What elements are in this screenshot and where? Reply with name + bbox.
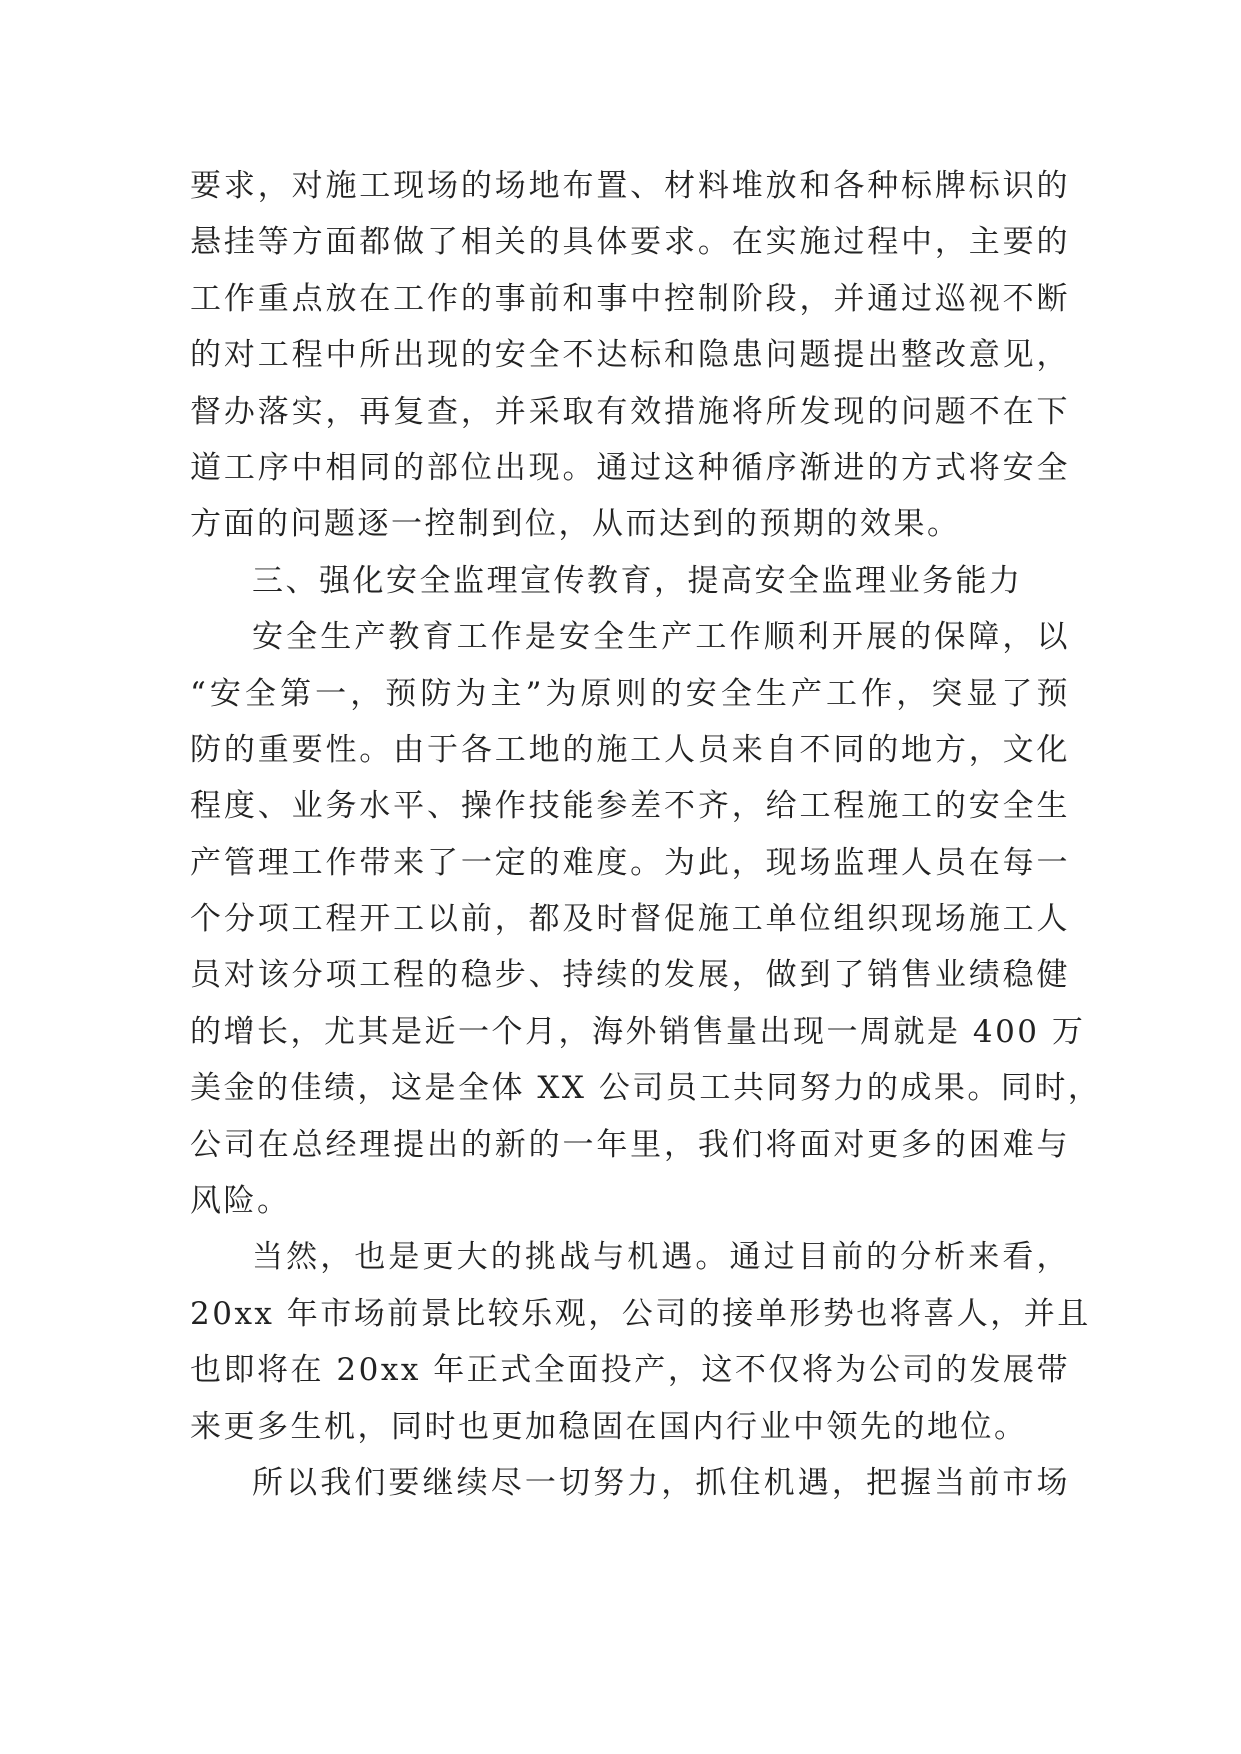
text-line: 的增长，尤其是近一个月，海外销售量出现一周就是 400 万	[190, 1013, 1086, 1050]
section-heading: 三、强化安全监理宣传教育，提高安全监理业务能力	[252, 562, 1023, 599]
text-line: “安全第一，预防为主”为原则的安全生产工作，突显了预	[190, 675, 1070, 712]
text-line: 防的重要性。由于各工地的施工人员来自不同的地方，文化	[190, 731, 1070, 768]
text-line: 的对工程中所出现的安全不达标和隐患问题提出整改意见，	[190, 337, 1070, 374]
text-line: 道工序中相同的部位出现。通过这种循序渐进的方式将安全	[190, 449, 1070, 486]
text-line: 产管理工作带来了一定的难度。为此，现场监理人员在每一	[190, 844, 1070, 881]
text-line: 个分项工程开工以前，都及时督促施工单位组织现场施工人	[190, 901, 1070, 938]
text-line: 督办落实，再复查，并采取有效措施将所发现的问题不在下	[190, 393, 1070, 430]
text-line: 20xx 年市场前景比较乐观，公司的接单形势也将喜人，并且	[190, 1295, 1091, 1332]
text-line: 方面的问题逐一控制到位，从而达到的预期的效果。	[190, 506, 961, 543]
document-body	[190, 158, 1102, 1511]
text-line: 也即将在 20xx 年正式全面投产，这不仅将为公司的发展带	[190, 1352, 1070, 1389]
text-line: 美金的佳绩，这是全体 XX 公司员工共同努力的成果。同时，	[190, 1070, 1102, 1107]
text-line: 安全生产教育工作是安全生产工作顺利开展的保障，以	[252, 619, 1070, 656]
text-line: 公司在总经理提出的新的一年里，我们将面对更多的困难与	[190, 1126, 1070, 1163]
text-line: 要求，对施工现场的场地布置、材料堆放和各种标牌标识的	[190, 168, 1070, 204]
text-line: 当然，也是更大的挑战与机遇。通过目前的分析来看，	[252, 1239, 1070, 1276]
text-line: 员对该分项工程的稳步、持续的发展，做到了销售业绩稳健	[190, 957, 1070, 994]
text-line: 悬挂等方面都做了相关的具体要求。在实施过程中，主要的	[190, 224, 1070, 261]
text-line: 工作重点放在工作的事前和事中控制阶段，并通过巡视不断	[190, 280, 1070, 317]
text-line: 风险。	[190, 1183, 291, 1220]
text-line: 所以我们要继续尽一切努力，抓住机遇，把握当前市场	[252, 1464, 1070, 1501]
text-line: 程度、业务水平、操作技能参差不齐，给工程施工的安全生	[190, 788, 1070, 825]
text-line: 来更多生机，同时也更加稳固在国内行业中领先的地位。	[190, 1408, 1028, 1445]
